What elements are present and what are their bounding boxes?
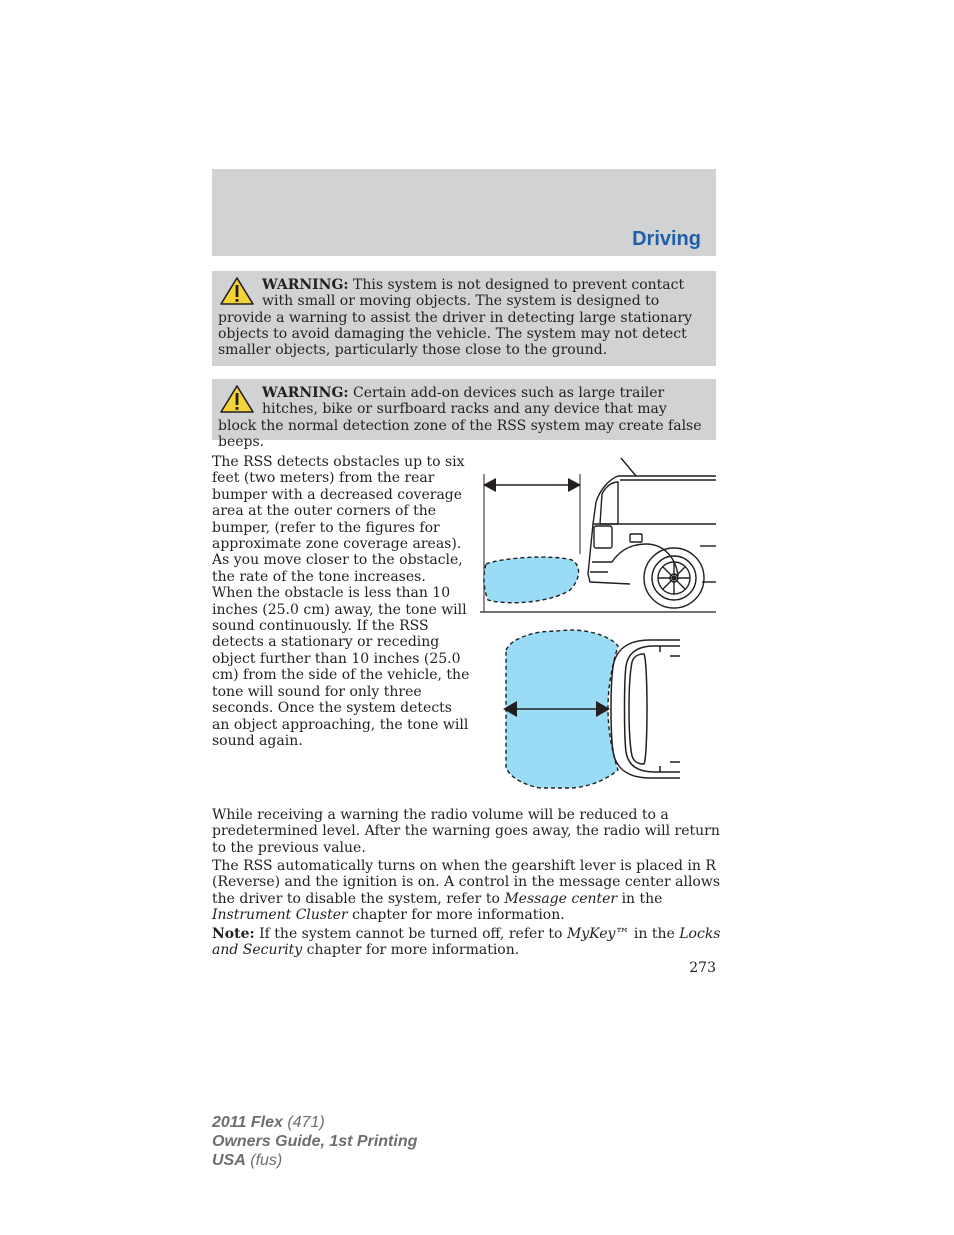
locks-security-reference: Locks and Security <box>212 926 721 959</box>
text-segment: chapter for more information. <box>302 942 520 959</box>
document-footer <box>212 1113 417 1170</box>
footer-model-code: (471) <box>287 1114 325 1131</box>
message-center-reference: Message center <box>504 890 618 907</box>
vehicle-top-icon <box>611 640 680 778</box>
page-number: 273 <box>689 960 716 976</box>
text-segment: in the <box>617 890 663 907</box>
warning-label: WARNING: <box>262 385 349 401</box>
warning-box <box>212 379 716 450</box>
footer-region-code: (fus) <box>250 1152 283 1169</box>
rss-description-paragraph: The RSS detects obstacles up to six feet (two meters) from the rear bumper with a decreased coverage area at the outer corners of the bumper, (refer to the figures for approximate zone coverage areas). As you move closer to the obstacle, the rate of the tone increases. When the obstacle is less than 10 inches (25.0 cm) away, the tone will sound continuously. If the RSS detects a stationary or receding object further than 10 inches (25.0 cm) from the side of the vehicle, the tone will sound for only three seconds. Once the system detects an object approaching, the tone will sound again. <box>212 454 470 749</box>
footer-region: USA <box>212 1152 246 1169</box>
auto-activation-paragraph <box>212 858 722 924</box>
section-title: Driving <box>632 228 701 250</box>
text-segment: chapter for more information. <box>347 907 565 924</box>
footer-line <box>212 1132 417 1151</box>
warning-text: Certain add-on devices such as large trailer hitches, bike or surfboard racks and any device that may block the normal detection zone of the RSS system may create false beeps. <box>218 385 702 450</box>
warning-label: WARNING: <box>262 277 349 293</box>
footer-model: 2011 Flex <box>212 1114 283 1131</box>
instrument-cluster-reference: Instrument Cluster <box>212 907 348 924</box>
rear-detection-top-view-figure <box>500 626 682 792</box>
footer-line <box>212 1113 417 1132</box>
note-label: Note: <box>212 926 255 942</box>
rear-detection-side-view-figure <box>480 454 716 618</box>
text-segment: The RSS automatically turns on when the gearshift lever is placed in R (Reverse) and the ignition is on. A control in the message center allows the driver to disable the system, refer to <box>212 858 721 907</box>
warning-box <box>212 271 716 366</box>
footer-line <box>212 1151 417 1170</box>
warning-triangle-icon <box>219 384 255 414</box>
vehicle-rear-side-icon <box>588 458 716 608</box>
text-segment: If the system cannot be turned off, refer to <box>254 926 567 942</box>
warning-triangle-icon <box>219 276 255 306</box>
detection-zone <box>484 557 579 603</box>
warning-text: This system is not designed to prevent contact with small or moving objects. The system is designed to provide a warning to assist the driver in detecting large stationary objects to avoid damaging the vehicle. The system may not detect smaller objects, particularly those close to the ground. <box>218 277 693 359</box>
section-header <box>212 169 716 256</box>
footer-guide: Owners Guide, 1st Printing <box>212 1133 418 1150</box>
mykey-reference: MyKey™ <box>566 926 630 942</box>
text-segment: in the <box>629 926 680 942</box>
radio-volume-paragraph: While receiving a warning the radio volume will be reduced to a predetermined level. After the warning goes away, the radio will return to the previous value. <box>212 807 720 856</box>
note-paragraph <box>212 926 722 959</box>
